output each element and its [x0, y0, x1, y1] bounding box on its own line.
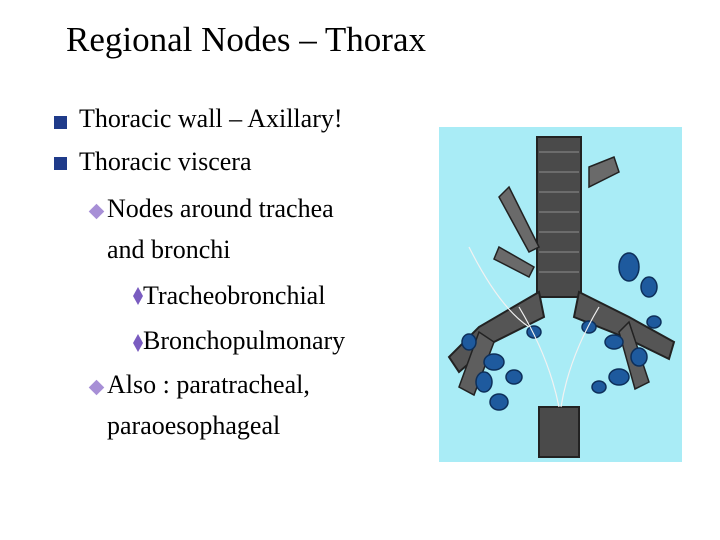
thoracic-lymph-nodes-illustration [439, 127, 682, 462]
bullet-bronchopulmonary: Bronchopulmonary [143, 326, 346, 355]
bullet-marker-icon [133, 287, 143, 305]
bullet-nodes-around-trachea: Nodes around trachea [107, 194, 334, 223]
slide-title: Regional Nodes – Thorax [66, 20, 426, 59]
bullet-tracheobronchial: Tracheobronchial [143, 281, 326, 310]
square-bullet-icon [54, 116, 67, 129]
bullet-thoracic-wall: Thoracic wall – Axillary! [79, 104, 343, 133]
bullet-thoracic-viscera: Thoracic viscera [79, 147, 252, 176]
diamond-bullet-icon [89, 380, 105, 396]
diamond-bullet-icon [89, 204, 105, 220]
bullet-paraoesophageal: paraoesophageal [107, 411, 281, 440]
bullet-marker-icon [133, 334, 143, 352]
square-bullet-icon [54, 157, 67, 170]
bullet-nodes-around-trachea-cont: and bronchi [107, 235, 231, 264]
bullet-also-paratracheal: Also : paratracheal, [107, 370, 310, 399]
